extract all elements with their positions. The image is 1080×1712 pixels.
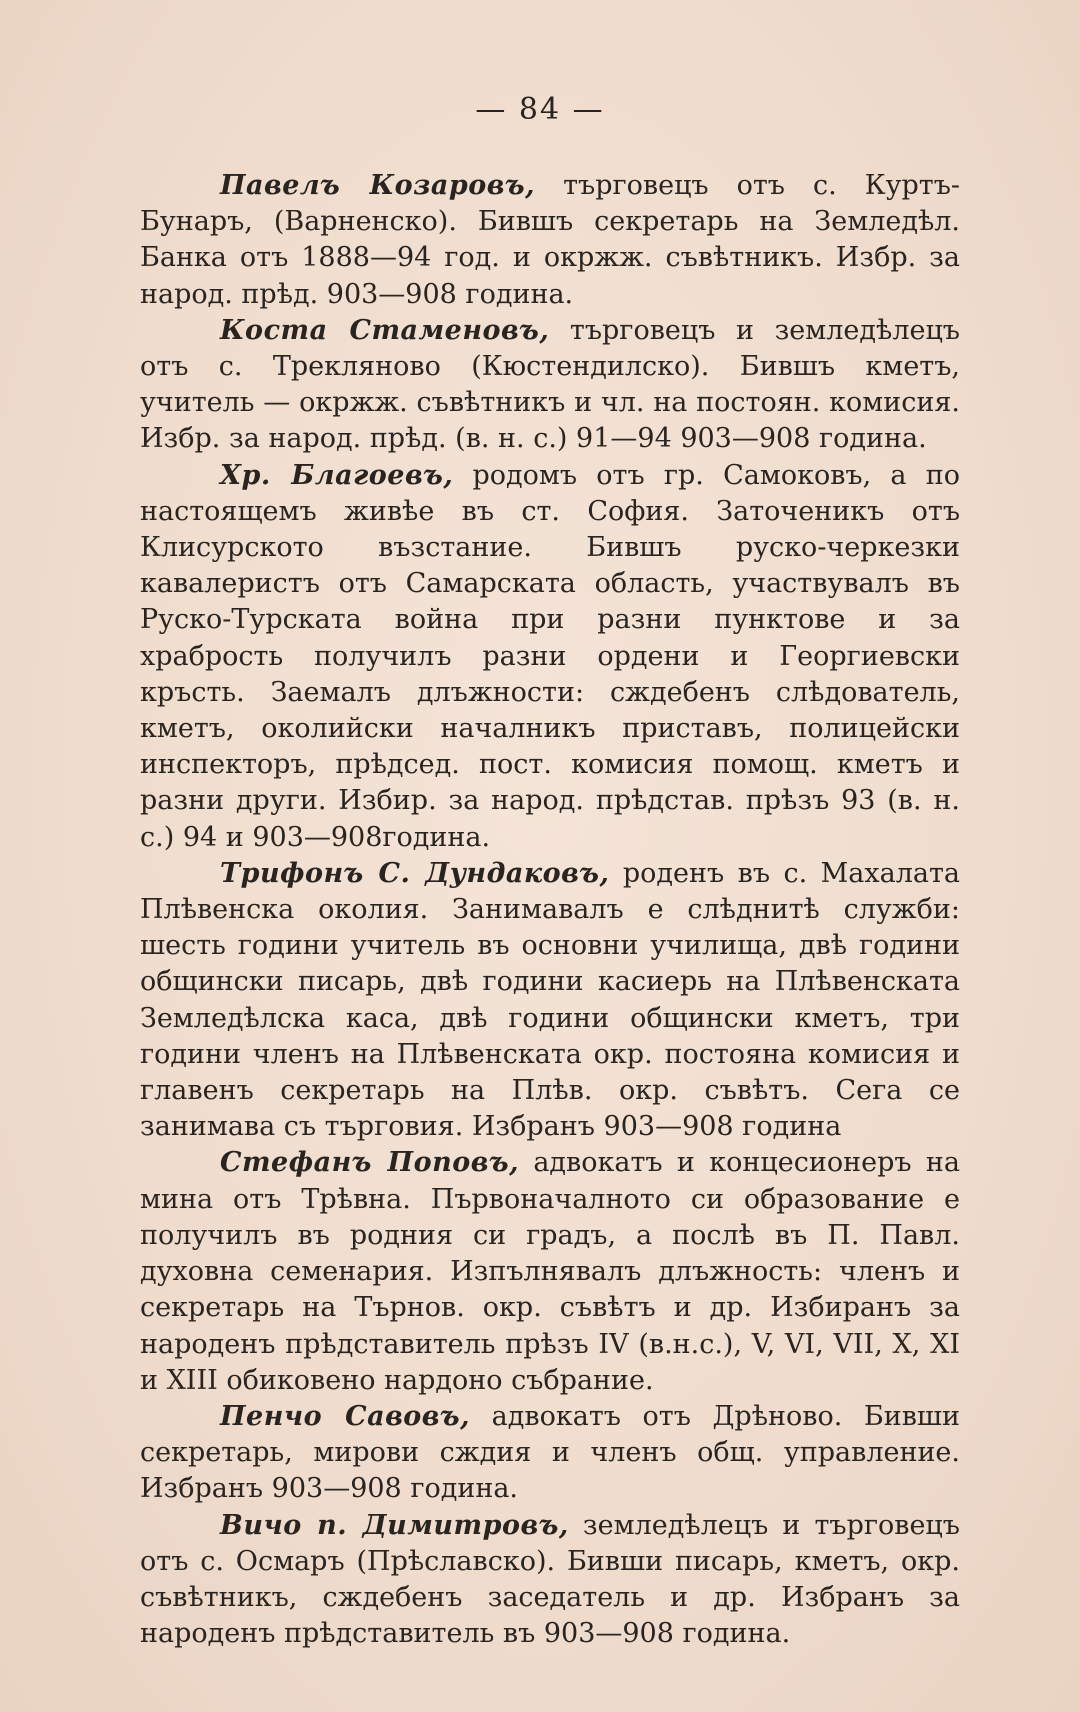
- entry-text: адвокатъ отъ Дрѣново. Бивши секретарь, мирови сждия и членъ общ. управление. Избранъ 903—908 година.: [140, 1400, 960, 1505]
- entry-dundakov: [140, 856, 960, 1146]
- entry-kozarov: [140, 168, 960, 313]
- entry-popov: [140, 1145, 960, 1398]
- entry-stamenov: [140, 313, 960, 458]
- page-number: — 84 —: [475, 92, 605, 127]
- entry-blagoev: [140, 458, 960, 856]
- entry-dimitrov: [140, 1508, 960, 1653]
- page-body: [140, 168, 960, 1652]
- entry-name: Вичо п. Димитровъ,: [220, 1509, 569, 1541]
- entry-text: търговецъ отъ с. Куртъ-Бунаръ, (Варненско). Бившъ секретарь на Земледѣл. Банка отъ 1888—94 год. и окржж. съвѣтникъ. Избр. за народ. прѣд. 903—908 година.: [140, 170, 960, 310]
- entry-text: адвокатъ и концесионеръ на мина отъ Трѣвна. Първоначалното си образование е получилъ въ родния си градъ, а послѣ въ П. Павл. духовна семенария. Изпълнявалъ длъжность: членъ и секретарь на Търнов. окр. съвѣтъ и др. Избиранъ за народенъ прѣдставитель прѣзъ IV (в.н.с.), V, VI, VII, X, XI и XIII обиковено нардоно събрание.: [140, 1147, 960, 1396]
- entry-text: роденъ въ с. Махалата Плѣвенска околия. Занимавалъ е слѣднитѣ служби: шесть години учитель въ основни училища, двѣ години общински писарь, двѣ години касиерь на Плѣвенската Земледѣлска каса, двѣ години общински кметъ, три години членъ на Плѣвенската окр. постояна комисия и главенъ секретарь на Плѣв. окр. съвѣтъ. Сега се занимава съ търговия. Избранъ 903—908 година: [140, 857, 960, 1143]
- entry-name: Павелъ Козаровъ,: [220, 170, 536, 201]
- entry-text: родомъ отъ гр. Самоковъ, а по настоящемъ живѣе въ ст. София. Заточеникъ отъ Клисурското възстание. Бившъ руско-черкезки кавалеристъ отъ Самарската область, участвувалъ въ Руско-Турската война при разни пунктове и за храбрость получилъ разни ордени и Георгиевски кръсть. Заемалъ длъжности: сждебенъ слѣдователь, кметъ, околийски началникъ приставъ, полицейски инспекторъ, прѣдсед. пост. комисия помощ. кметъ и разни други. Избир. за народ. прѣдстав. прѣзъ 93 (в. н. с.) 94 и 903—908година.: [140, 459, 960, 853]
- entry-name: Стефанъ Поповъ,: [220, 1147, 519, 1179]
- entry-text: земледѣлецъ и търговецъ отъ с. Осмаръ (Прѣславско). Бивши писарь, кметъ, окр. съвѣтникъ, сждебенъ заседатель и др. Избранъ за народенъ прѣдставитель въ 903—908 година.: [140, 1509, 960, 1650]
- entry-savov: [140, 1399, 960, 1508]
- entry-name: Хр. Благоевъ,: [220, 459, 454, 491]
- entry-name: Трифонъ С. Дундаковъ,: [220, 857, 610, 889]
- entry-text: търговецъ и земледѣлецъ отъ с. Трекляново (Кюстендилско). Бившъ кметъ, учитель — окржж. съвѣтникъ и чл. на постоян. комисия. Избр. за народ. прѣд. (в. н. с.) 91—94 903—908 година.: [140, 314, 960, 455]
- entry-name: Пенчо Савовъ,: [220, 1400, 471, 1432]
- entry-name: Коста Стаменовъ,: [220, 314, 550, 346]
